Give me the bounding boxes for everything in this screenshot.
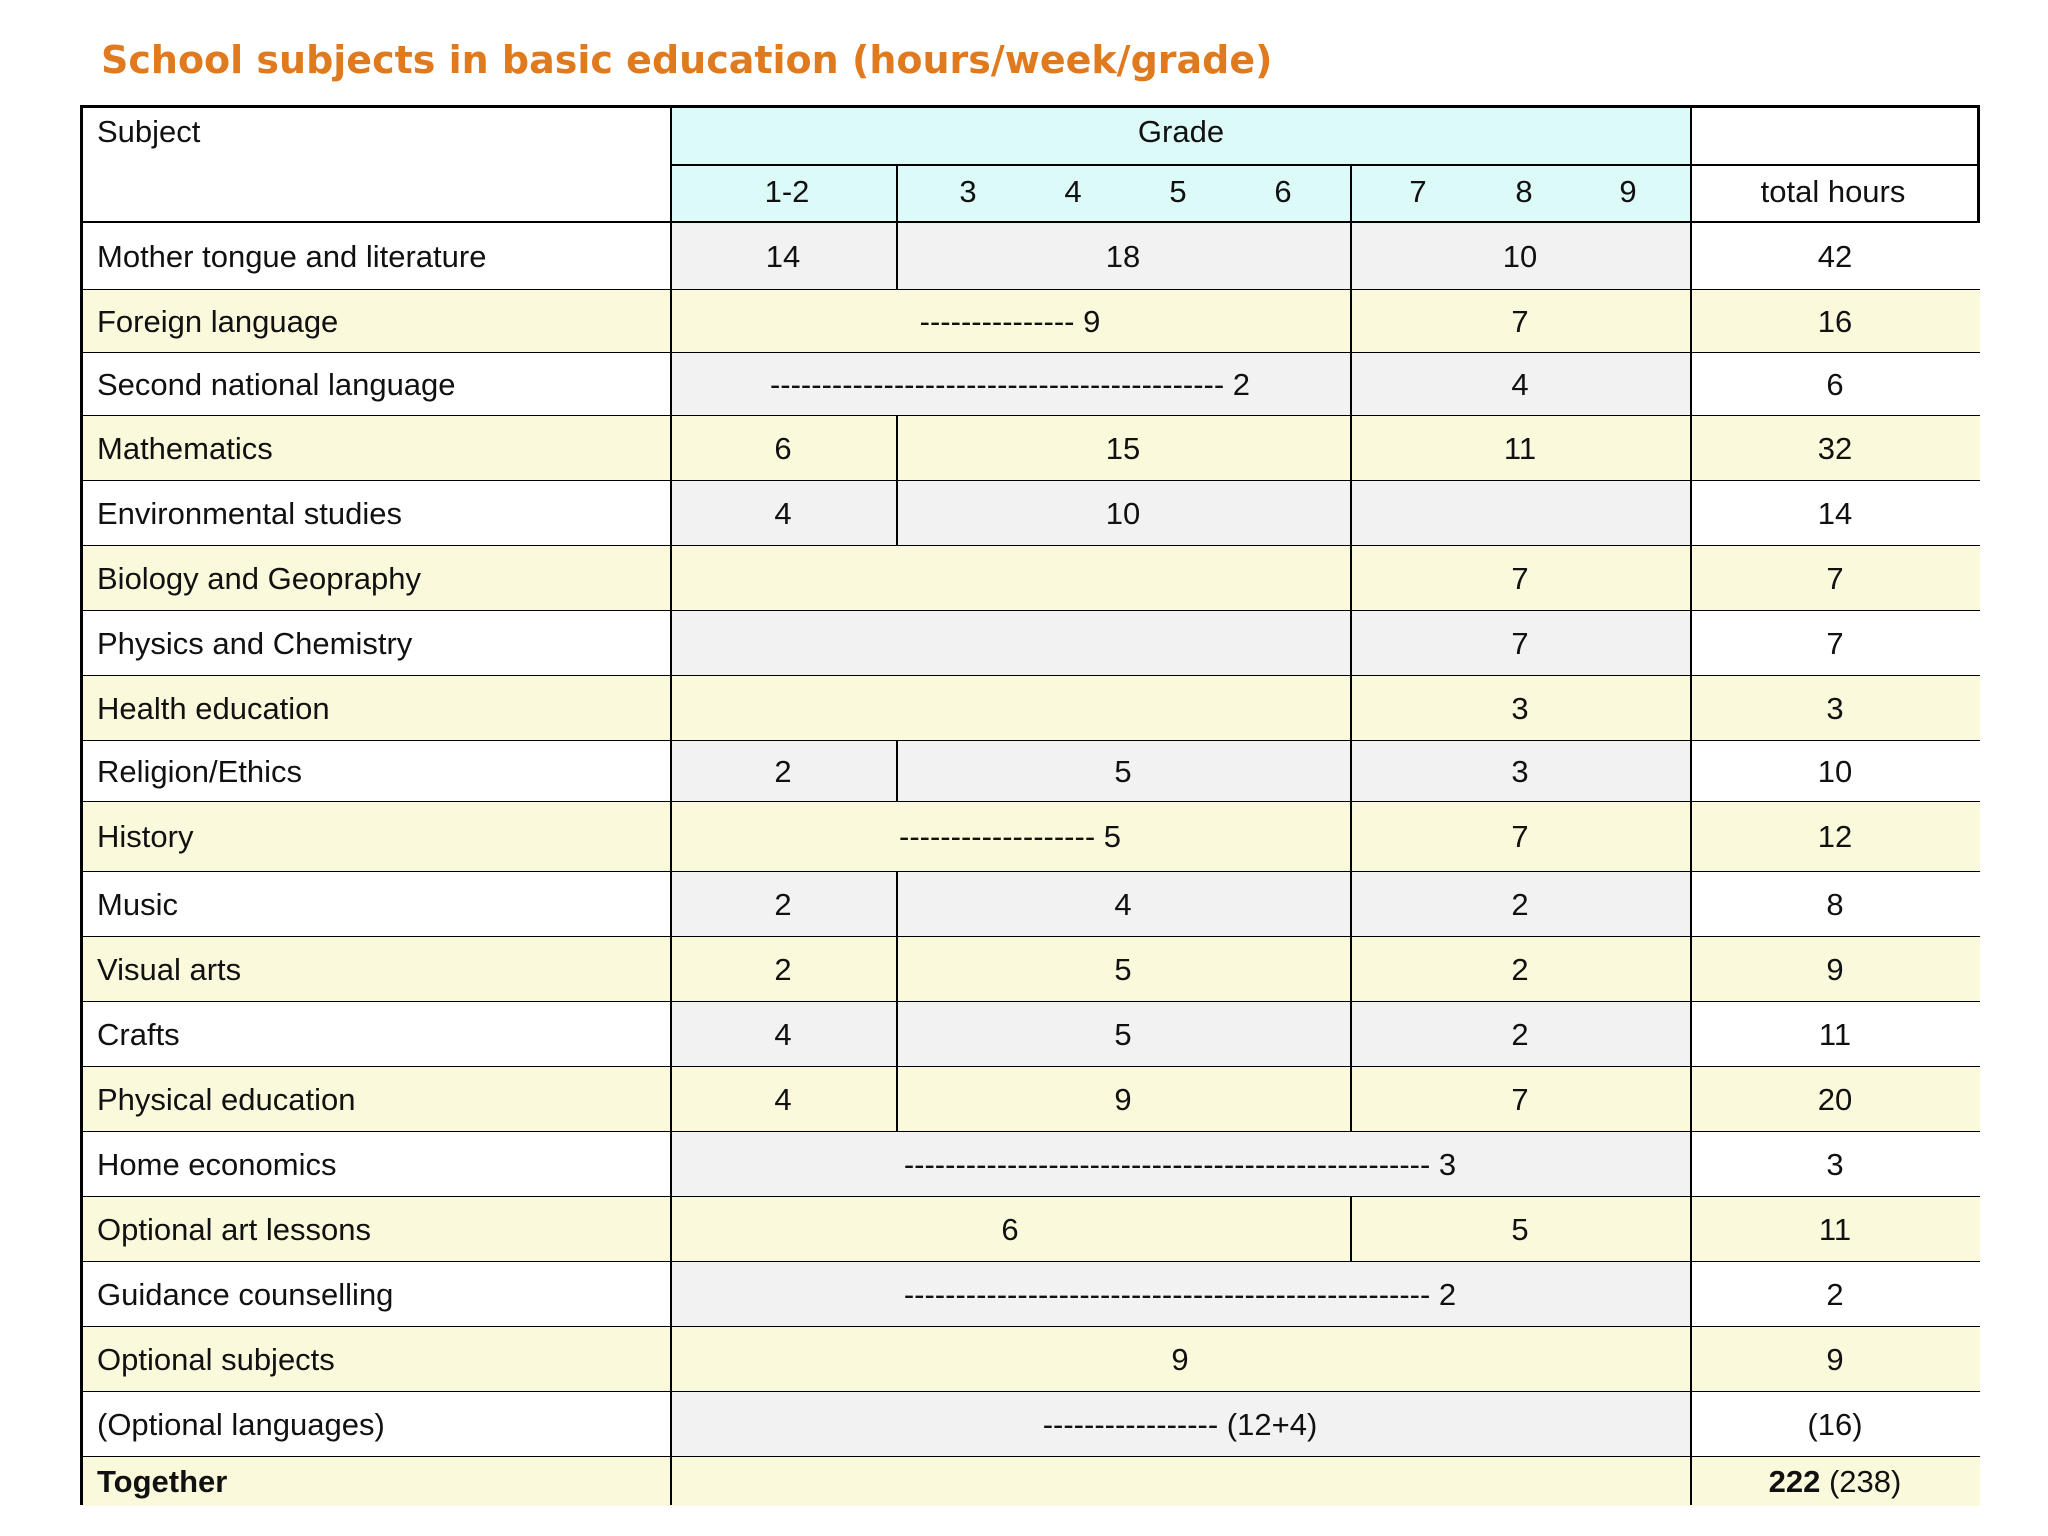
grade-1-9-cell: ----------------- (12+4) — [1042, 1406, 1318, 1442]
total-cell: 6 — [1826, 366, 1844, 402]
total-cell: 7 — [1826, 625, 1844, 661]
grade-area-fill — [670, 802, 1690, 872]
grade-1-2-cell: 4 — [774, 495, 792, 531]
cell-divider — [1350, 481, 1352, 546]
cell-divider — [896, 223, 898, 290]
total-cell: 10 — [1817, 753, 1853, 789]
cell-divider — [1350, 611, 1352, 676]
cell-divider — [1350, 546, 1352, 611]
grade-header: Grade — [1137, 114, 1225, 149]
subject-cell: Guidance counselling — [97, 1276, 394, 1312]
grade-1-2-cell: 2 — [774, 886, 792, 922]
subject-cell: Religion/Ethics — [97, 753, 303, 789]
grade-area-fill — [670, 937, 1690, 1002]
subject-cell: Mathematics — [97, 430, 273, 466]
total-cell: 7 — [1826, 560, 1844, 596]
total-cell: 8 — [1826, 886, 1844, 922]
cell-divider — [896, 1002, 898, 1067]
grade-6-header: 6 — [1274, 174, 1292, 209]
total-cell: 3 — [1826, 1146, 1844, 1182]
grade-7-9-cell: 3 — [1511, 753, 1529, 789]
subjects-table — [80, 105, 1980, 1505]
cell-divider — [1350, 223, 1352, 290]
total-cell: 11 — [1818, 1211, 1852, 1247]
cell-divider — [1350, 1197, 1352, 1262]
cell-divider — [1350, 1067, 1352, 1132]
grade-area-fill — [670, 546, 1690, 611]
total-value-extra: (238) — [1820, 1463, 1902, 1499]
subject-cell: Mother tongue and literature — [97, 238, 487, 274]
cell-divider — [1350, 872, 1352, 937]
total-cell: 2 — [1826, 1276, 1844, 1312]
grade-area-fill — [670, 290, 1690, 353]
grade-area-fill — [670, 481, 1690, 546]
subject-cell: Home economics — [97, 1146, 337, 1182]
grade-3-6-cell: 5 — [1114, 951, 1132, 987]
grade-1-2-cell: 4 — [774, 1016, 792, 1052]
total-cell: (16) — [1807, 1406, 1863, 1442]
grade-area-fill — [670, 1067, 1690, 1132]
grade-1-2-cell: 2 — [774, 951, 792, 987]
grade-7-9-cell: 7 — [1511, 819, 1529, 854]
grade-area-fill — [670, 1002, 1690, 1067]
cell-divider — [1350, 802, 1352, 872]
grade-area-fill — [670, 1197, 1690, 1262]
cell-divider — [896, 481, 898, 546]
subject-cell: (Optional languages) — [97, 1406, 385, 1442]
cell-divider — [1350, 416, 1352, 481]
subject-header: Subject — [97, 114, 201, 149]
total-cell: 16 — [1817, 303, 1853, 339]
grade-3-6-cell: 9 — [1114, 1081, 1132, 1117]
subject-cell: Crafts — [97, 1016, 180, 1052]
grade-3-header: 3 — [959, 174, 977, 209]
grade-4-header: 4 — [1064, 174, 1082, 209]
subject-cell: Visual arts — [97, 951, 242, 987]
subject-cell: Physics and Chemistry — [97, 625, 413, 661]
grade-1-9-cell: 9 — [1171, 1341, 1189, 1377]
subject-cell: Optional subjects — [97, 1341, 335, 1377]
grade-7-9-cell: 2 — [1511, 1016, 1529, 1052]
grade-7-9-cell: 10 — [1502, 238, 1538, 274]
subject-cell: Health education — [97, 690, 330, 726]
cell-divider — [1350, 1002, 1352, 1067]
total-cell: 12 — [1817, 819, 1853, 854]
total-cell — [1769, 1464, 1902, 1500]
grade-3-6-cell: 5 — [1114, 753, 1132, 789]
grade-1-6-cell: 6 — [1001, 1211, 1019, 1247]
grade-7-9-cell: 7 — [1511, 560, 1529, 596]
subject-column-line — [670, 108, 672, 1505]
grade-area-fill — [670, 416, 1690, 481]
subject-cell: Physical education — [97, 1081, 356, 1117]
grade-7-9-cell: 7 — [1511, 1081, 1529, 1117]
grade-5-header: 5 — [1169, 174, 1187, 209]
subject-cell: Second national language — [97, 366, 456, 402]
grade-7-9-cell: 4 — [1511, 366, 1529, 402]
grade-3-6-cell: 10 — [1105, 495, 1141, 531]
cell-divider — [896, 1067, 898, 1132]
total-hours-header: total hours — [1760, 174, 1906, 209]
total-cell: 3 — [1826, 690, 1844, 726]
grade-1-6-cell: ------------------- 5 — [899, 819, 1121, 854]
grade-area-fill — [670, 611, 1690, 676]
grade-header-line-b — [1350, 164, 1352, 221]
total-cell: 20 — [1817, 1081, 1853, 1117]
grade-7-header: 7 — [1409, 174, 1427, 209]
total-cell: 11 — [1818, 1016, 1852, 1052]
subject-cell: Environmental studies — [97, 495, 402, 531]
subject-cell: Optional art lessons — [97, 1211, 371, 1247]
cell-divider — [896, 937, 898, 1002]
cell-divider — [1350, 741, 1352, 802]
grade-1-6-cell: -------------------------------------------- 2 — [769, 366, 1251, 402]
subject-cell: Foreign language — [97, 303, 339, 339]
header-divider — [670, 164, 1980, 166]
grade-1-2-cell: 6 — [774, 430, 792, 466]
grade-7-9-cell: 2 — [1511, 951, 1529, 987]
cell-divider — [1350, 937, 1352, 1002]
total-column-line — [1690, 108, 1692, 1505]
grade-7-9-cell: 7 — [1511, 625, 1529, 661]
grade-header-line-a — [896, 164, 898, 221]
grade-3-6-cell: 15 — [1105, 430, 1141, 466]
grade-7-9-cell: 3 — [1511, 690, 1529, 726]
total-value-bold: 222 — [1768, 1463, 1821, 1499]
total-cell: 9 — [1826, 1341, 1844, 1377]
subject-cell: Music — [97, 886, 178, 922]
grade-1-2-cell: 14 — [765, 238, 801, 274]
total-cell: 14 — [1817, 495, 1853, 531]
cell-divider — [896, 416, 898, 481]
total-cell: 32 — [1817, 430, 1853, 466]
grade-area-fill — [670, 872, 1690, 937]
grade-3-6-cell: 18 — [1105, 238, 1141, 274]
cell-divider — [1350, 290, 1352, 353]
grade-9-header: 9 — [1619, 174, 1637, 209]
cell-divider — [1350, 353, 1352, 416]
grade-1-6-cell: --------------- 9 — [919, 303, 1101, 339]
cell-divider — [1350, 676, 1352, 741]
subject-cell: Biology and Geopraphy — [97, 560, 422, 596]
grade-area-fill — [670, 741, 1690, 802]
subject-cell: History — [97, 819, 194, 854]
page-title: School subjects in basic education (hours/week/grade) — [101, 38, 1273, 82]
total-cell: 42 — [1817, 238, 1853, 274]
grade-1-2-header: 1-2 — [764, 174, 810, 209]
grade-7-9-cell: 2 — [1511, 886, 1529, 922]
cell-divider — [896, 872, 898, 937]
grade-area-fill — [670, 1457, 1690, 1506]
grade-8-header: 8 — [1515, 174, 1533, 209]
grade-7-9-cell: 11 — [1503, 430, 1537, 466]
grade-3-6-cell: 5 — [1114, 1016, 1132, 1052]
grade-1-9-cell: --------------------------------------------------- 3 — [903, 1146, 1457, 1182]
grade-1-9-cell: --------------------------------------------------- 2 — [903, 1276, 1457, 1312]
cell-divider — [896, 741, 898, 802]
total-cell: 9 — [1826, 951, 1844, 987]
subject-cell: Together — [97, 1463, 228, 1499]
grade-7-9-cell: 7 — [1511, 303, 1529, 339]
grade-area-fill — [670, 676, 1690, 741]
grade-3-6-cell: 4 — [1114, 886, 1132, 922]
grade-1-2-cell: 4 — [774, 1081, 792, 1117]
grade-7-9-cell: 5 — [1511, 1211, 1529, 1247]
grade-1-2-cell: 2 — [774, 753, 792, 789]
